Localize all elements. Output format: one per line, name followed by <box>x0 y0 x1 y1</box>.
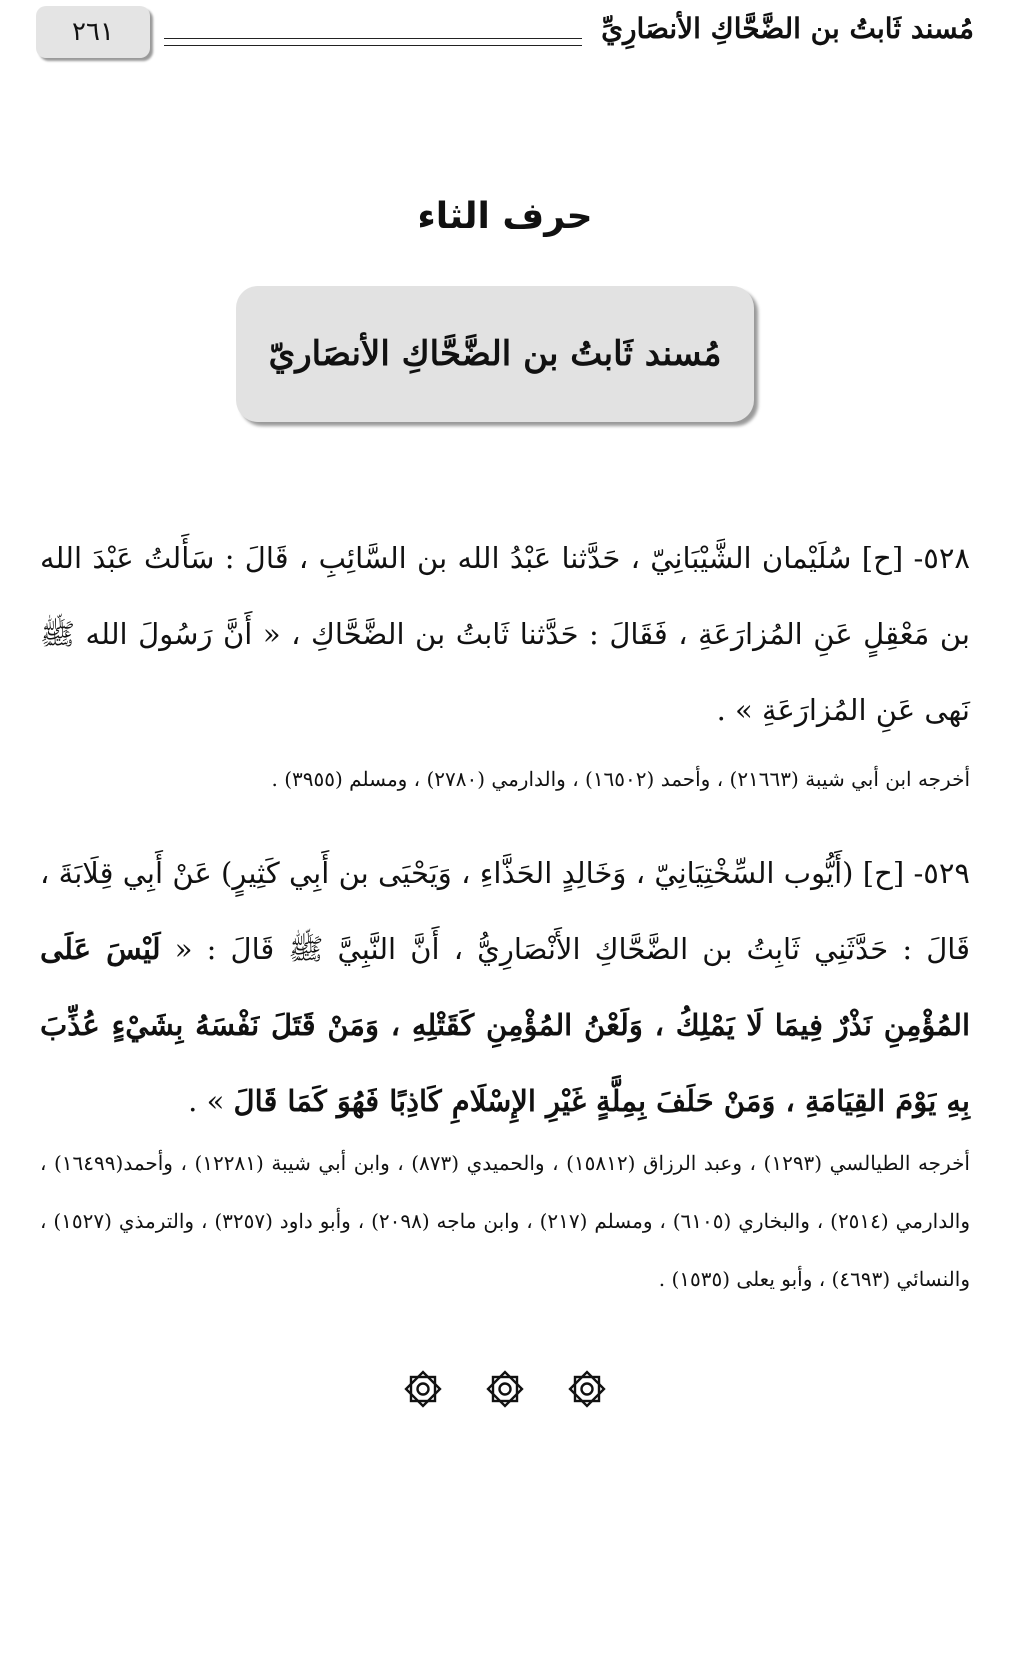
takhrij-528: أخرجه ابن أبي شيبة (٢١٦٦٣) ، وأحمد (١٦٥٠٢) ، والدارمي (٢٧٨٠) ، ومسلم (٣٩٥٥) . <box>271 767 970 791</box>
hadith-text: - [ح] سُلَيْمان الشَّيْبَانِيّ ، حَدَّثنا عَبْدُ الله بن السَّائِبِ ، قَالَ : سَأَلتُ عَبْدَ الله بن مَعْقِلٍ عَنِ المُزارَعَةِ ، فَقَالَ : حَدَّثنا ثَابتُ بن الضَّحَّاكِ ، « أَنَّ رَسُولَ الله ﷺ نَهى عَنِ المُزارَعَةِ » . <box>40 541 970 727</box>
takhrij-529: أخرجه الطيالسي (١٢٩٣) ، وعبد الرزاق (١٥٨١٢) ، والحميدي (٨٧٣) ، وابن أبي شيبة (١٢٢٨١) ، وأحمد(١٦٤٩٩) ، والدارمي (٢٥١٤) ، والبخاري (٦١٠٥) ، ومسلم (٢١٧) ، وابن ماجه (٢٠٩٨) ، وأبو داود (٣٢٥٧) ، والترمذي (١٥٢٧) ، والنسائي (٤٦٩٣) ، وأبو يعلى (١٥٣٥) . <box>40 1151 971 1291</box>
hadith-number: ٥٢٩ <box>923 856 970 890</box>
musnad-title: مُسند ثَابتُ بن الضَّحَّاكِ الأنصَاريّ <box>268 334 722 374</box>
hadith-isnad: - [ح] (أَيُّوب السِّخْتِيَانِيّ ، وَخَالِدٍ الحَذَّاءِ ، وَيَحْيَى بن أَبِي كَثِيرٍ) عَنْ أَبِي قِلَابَةَ ، قَالَ : حَدَّثَنِي ثَابِتُ بن الضَّحَّاكِ الأَنْصَارِيُّ ، أَنَّ النَّبِيَّ ﷺ قَالَ : « <box>40 856 970 966</box>
musnad-title-box <box>236 286 754 422</box>
hadith-529 <box>40 835 970 1139</box>
page-number: ٢٦١ <box>36 6 150 58</box>
hadith-matn: لَيْسَ عَلَى المُؤْمِنِ نَذْرٌ فِيمَا لَا يَمْلِكُ ، وَلَعْنُ المُؤْمِنِ كَقَتْلِهِ ، وَمَنْ قَتَلَ نَفْسَهُ بِشَيْءٍ عُذِّبَ بِهِ يَوْمَ القِيَامَةِ ، وَمَنْ حَلَفَ بِمِلَّةٍ غَيْرِ الإِسْلَامِ كَاذِبًا فَهُوَ كَمَا قَالَ <box>40 932 970 1118</box>
section-end-ornaments <box>0 1368 1010 1410</box>
eight-point-star-icon <box>484 1368 526 1410</box>
hadith-number: ٥٢٨ <box>923 541 970 575</box>
running-header <box>36 6 974 62</box>
header-rule <box>164 45 582 46</box>
hadith-528 <box>40 520 970 748</box>
running-title: مُسند ثَابتُ بن الضَّحَّاكِ الأنصَارِيِّ <box>601 12 974 45</box>
eight-point-star-icon <box>566 1368 608 1410</box>
hadith-ending: » . <box>188 1084 234 1118</box>
header-rule <box>164 38 582 39</box>
letter-heading: حرف الثاء <box>417 196 593 237</box>
eight-point-star-icon <box>402 1368 444 1410</box>
